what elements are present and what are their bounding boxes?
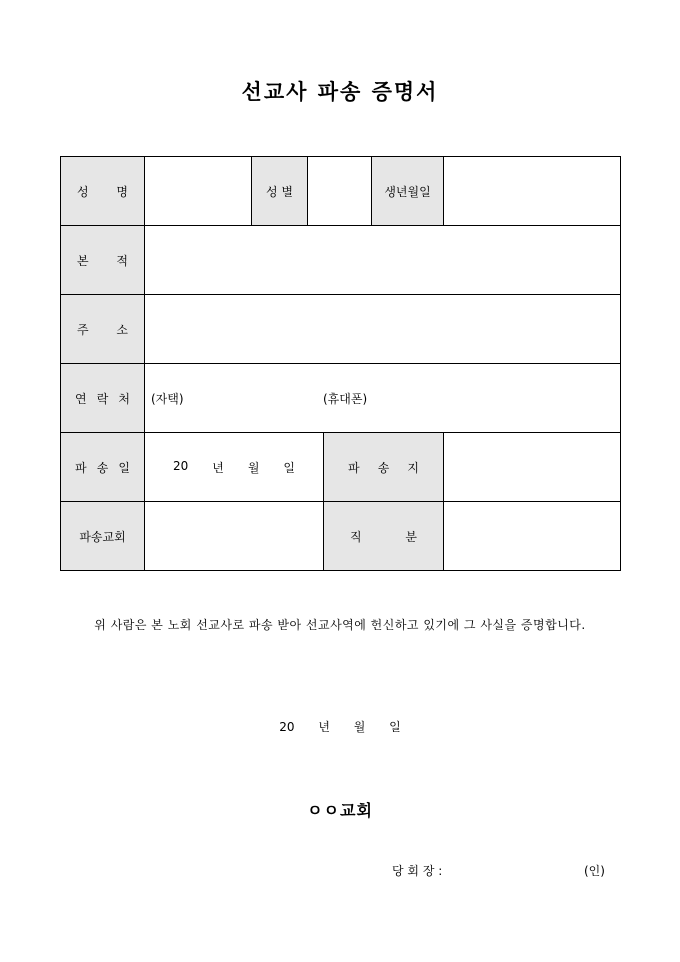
dispatch-church-label: 파송교회: [61, 502, 145, 571]
row-origin: [61, 226, 621, 295]
church-name: ㅇㅇ교회: [307, 801, 373, 820]
signer-label: 당 회 장 :: [392, 864, 443, 878]
address-label: 주 소: [61, 295, 145, 364]
contact-label: 연 락 처: [61, 364, 145, 433]
name-label: 성 명: [61, 157, 145, 226]
mobile-label: (휴대폰): [323, 391, 368, 406]
gender-label: 성 별: [252, 157, 308, 226]
row-contact: [61, 364, 621, 433]
birth-label: 생년월일: [372, 157, 444, 226]
dispatch-place-field[interactable]: [444, 433, 621, 502]
row-dispatch: [61, 433, 621, 502]
origin-label: 본 적: [61, 226, 145, 295]
position-field[interactable]: [444, 502, 621, 571]
document-title: 선교사 파송 증명서: [241, 79, 439, 104]
position-label: 직 분: [324, 502, 444, 571]
seal-mark: (인): [584, 864, 605, 878]
row-address: [61, 295, 621, 364]
certificate-form: [60, 156, 621, 571]
dispatch-date-field[interactable]: 20 년 월 일: [145, 433, 324, 502]
gender-field[interactable]: [308, 157, 372, 226]
contact-field[interactable]: [145, 364, 621, 433]
row-church: [61, 502, 621, 571]
dispatch-date-label: 파 송 일: [61, 433, 145, 502]
row-name: [61, 157, 621, 226]
name-field[interactable]: [145, 157, 252, 226]
birth-field[interactable]: [444, 157, 621, 226]
dispatch-place-label: 파 송 지: [324, 433, 444, 502]
origin-field[interactable]: [145, 226, 621, 295]
dispatch-church-field[interactable]: [145, 502, 324, 571]
address-field[interactable]: [145, 295, 621, 364]
issue-date: 20 년 월 일: [279, 720, 401, 734]
certification-statement: 위 사람은 본 노회 선교사로 파송 받아 선교사역에 헌신하고 있기에 그 사실을 증명합니다.: [94, 618, 586, 632]
home-phone-label: (자택): [151, 391, 184, 406]
